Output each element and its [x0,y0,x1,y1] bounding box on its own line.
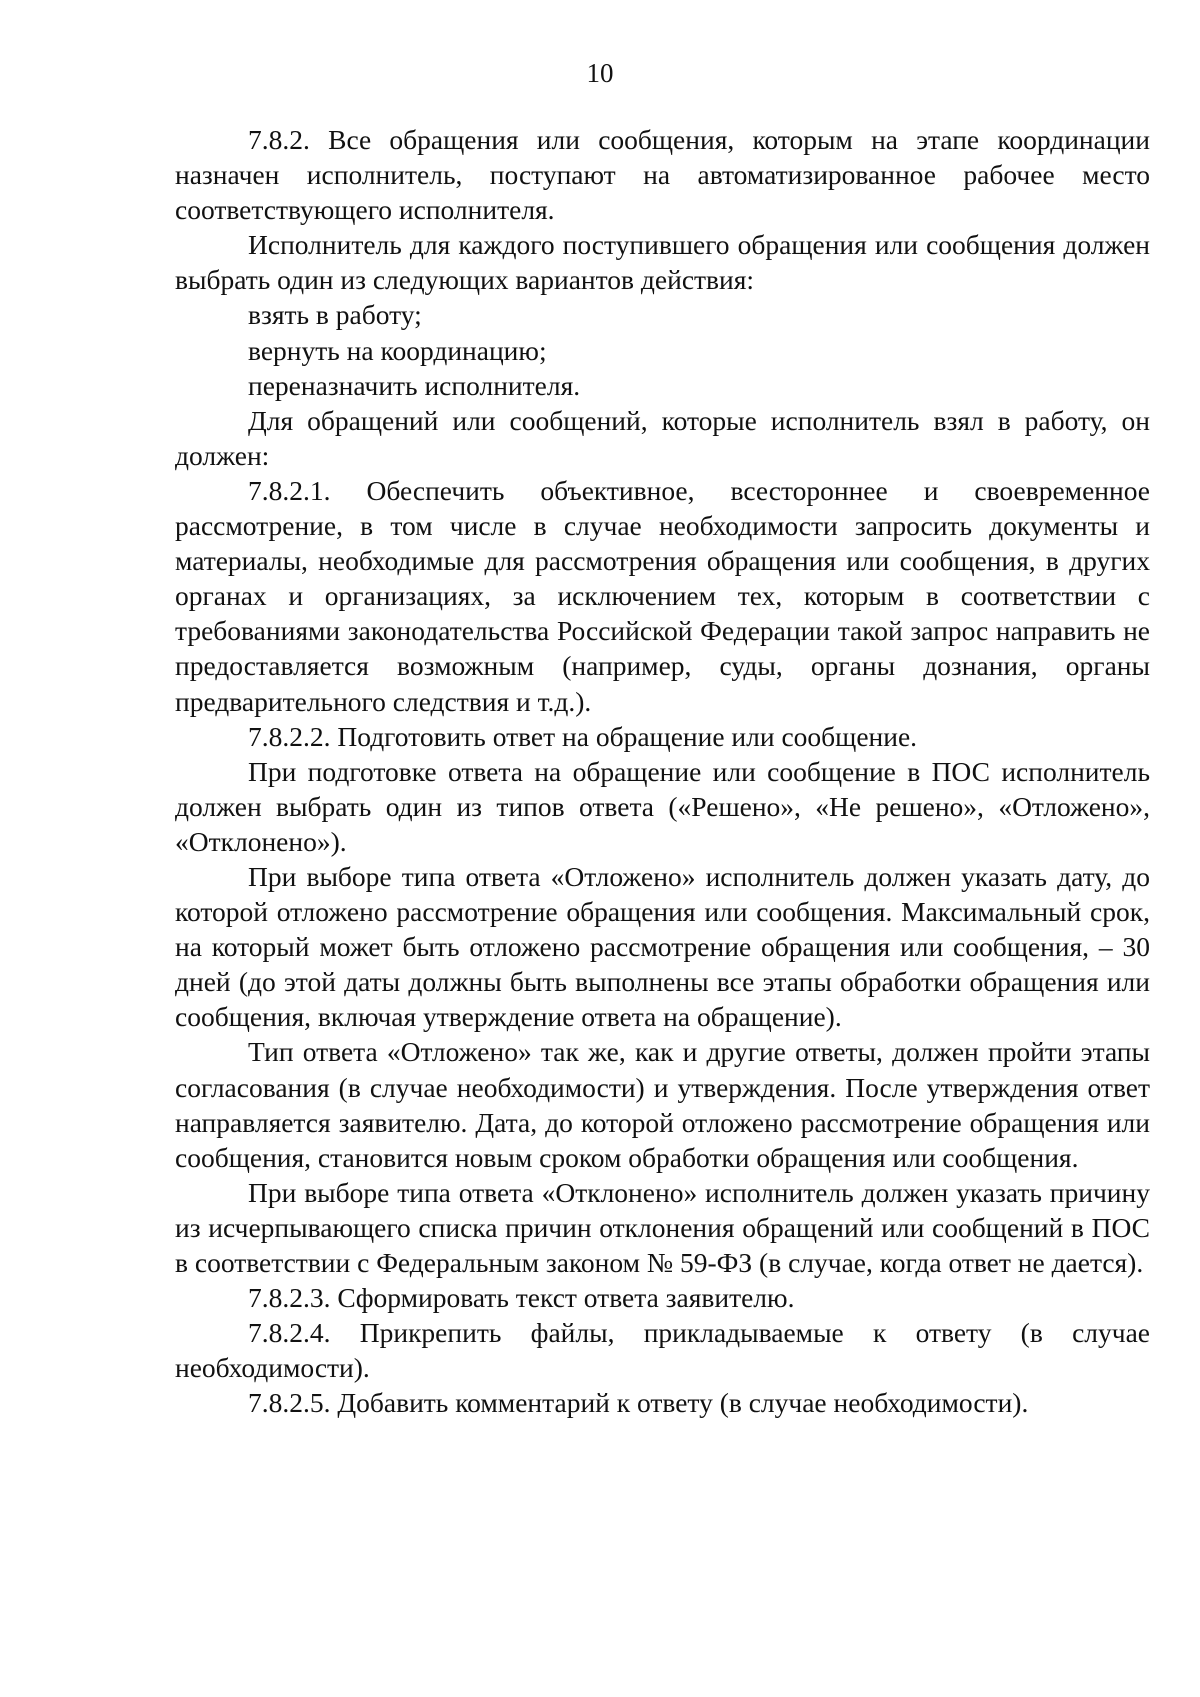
paragraph-7-8-2-5: 7.8.2.5. Добавить комментарий к ответу (в случае необходимости). [248,1387,1029,1419]
paragraph-postponed-approval: Тип ответа «Отложено» так же, как и другие ответы, должен пройти этапы согласования (в случае необходимости) и утверждения. После утверждения ответ направляется заявителю. Дата, до которой отложено рассмотрение обращения или сообщения, становится новым сроком обработки обращения или сообщения. [175,1036,1150,1173]
paragraph-7-8-2-4: 7.8.2.4. Прикрепить файлы, прикладываемые к ответу (в случае необходимости). [175,1317,1150,1384]
page-number: 10 [586,58,614,88]
list-item-return-to-coordination: вернуть на координацию; [248,334,547,366]
paragraph-7-8-2-3: 7.8.2.3. Сформировать текст ответа заявителю. [248,1282,795,1314]
list-item-take-to-work: взять в работу; [248,299,422,331]
list-item-reassign-executor: переназначить исполнителя. [248,369,581,401]
paragraph-7-8-2: 7.8.2. Все обращения или сообщения, которым на этапе координации назначен исполнитель, поступают на автоматизированное рабочее место соответствующего исполнителя. [175,124,1150,226]
paragraph-postponed: При выборе типа ответа «Отложено» исполнитель должен указать дату, до которой отложено рассмотрение обращения или сообщения. Максимальный срок, на который может быть отложено рассмотрение обращения или сообщения, – 30 дней (до этой даты должны быть выполнены все этапы обработки обращения или сообщения, включая утверждение ответа на обращение). [175,860,1150,1033]
paragraph-executor-must: Для обращений или сообщений, которые исполнитель взял в работу, он должен: [175,404,1150,471]
paragraph-7-8-2-2: 7.8.2.2. Подготовить ответ на обращение или сообщение. [248,720,918,752]
paragraph-executor-choice: Исполнитель для каждого поступившего обращения или сообщения должен выбрать один из следующих вариантов действия: [175,229,1150,296]
paragraph-answer-types: При подготовке ответа на обращение или сообщение в ПОС исполнитель должен выбрать один из типов ответа («Решено», «Не решено», «Отложено», «Отклонено»). [175,755,1150,857]
paragraph-7-8-2-1: 7.8.2.1. Обеспечить объективное, всестороннее и своевременное рассмотрение, в том числе в случае необходимости запросить документы и материалы, необходимые для рассмотрения обращения или сообщения, в других органах и организациях, за исключением тех, которым в соответствии с требованиями законодательства Российской Федерации такой запрос направить не предоставляется возможным (например, суды, органы дознания, органы предварительного следствия и т.д.). [175,474,1150,717]
document-body [175,122,1150,1420]
paragraph-rejected: При выборе типа ответа «Отклонено» исполнитель должен указать причину из исчерпывающего списка причин отклонения обращений или сообщений в ПОС в соответствии с Федеральным законом № 59-ФЗ (в случае, когда ответ не дается). [175,1176,1150,1278]
